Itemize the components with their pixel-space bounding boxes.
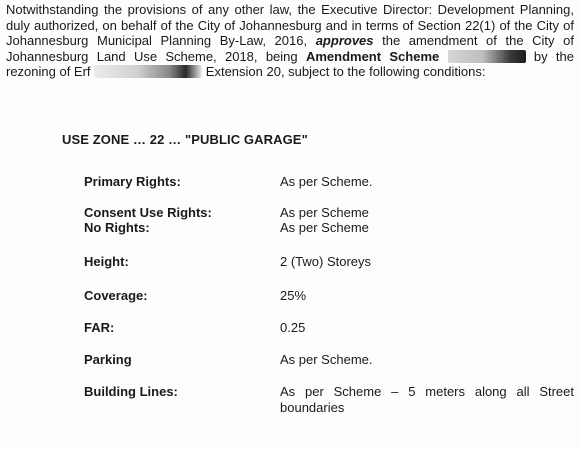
use-zone-title: USE ZONE … 22 … "PUBLIC GARAGE"	[62, 132, 308, 147]
intro-text-2: the amendment of the City of Johannesburg Land Use Scheme, 2018, being	[6, 33, 574, 64]
approves-text: approves	[315, 33, 374, 49]
condition-value: 0.25	[280, 320, 306, 335]
amendment-scheme-text: Amendment Scheme	[305, 48, 440, 64]
condition-value: As per Scheme.	[280, 174, 373, 189]
intro-text-3: by the rezoning of Erf	[6, 48, 574, 80]
condition-value: 25%	[280, 288, 307, 303]
condition-value: As per Scheme	[280, 205, 369, 220]
condition-label: FAR:	[84, 320, 115, 335]
redacted-erf-number	[94, 65, 202, 78]
condition-value: As per Scheme	[280, 220, 369, 235]
intro-text-4: Extension 20, subject to the following conditions:	[202, 64, 486, 80]
condition-label: Parking	[84, 352, 132, 367]
condition-value: As per Scheme.	[280, 352, 373, 367]
intro-paragraph	[6, 2, 574, 80]
condition-value: As per Scheme – 5 meters along all Street boundaries	[280, 384, 574, 415]
condition-label: Height:	[84, 254, 129, 269]
intro-text-1: Notwithstanding the provisions of any other law, the Executive Director: Development Planning, duly authorized, on behalf of the City of Johannesburg and in terms of Section 22(1) of the City of Johannesburg Municipal Planning By-Law, 2016,	[6, 2, 574, 49]
condition-label: Primary Rights:	[84, 174, 181, 189]
condition-label: No Rights:	[84, 220, 150, 235]
redacted-scheme-number	[448, 50, 526, 63]
condition-label: Building Lines:	[84, 384, 178, 399]
condition-label: Coverage:	[84, 288, 148, 303]
condition-label: Consent Use Rights:	[84, 205, 212, 220]
condition-value: 2 (Two) Storeys	[280, 254, 372, 269]
